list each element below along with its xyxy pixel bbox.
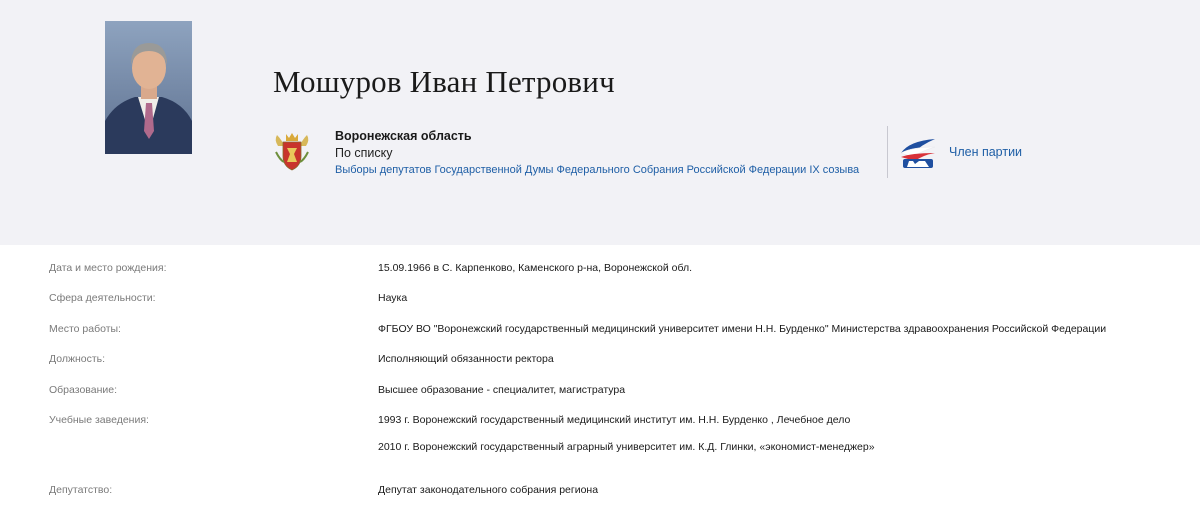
vertical-divider — [887, 126, 888, 178]
detail-value: 1993 г. Воронежский государственный медицинский институт им. Н.Н. Бурденко , Лечебное дело — [378, 414, 851, 426]
detail-value: Наука — [378, 292, 408, 304]
detail-value: Высшее образование - специалитет, магистратура — [378, 384, 626, 396]
detail-value: 2010 г. Воронежский государственный аграрный университет им. К.Д. Глинки, «экономист-менеджер» — [378, 441, 875, 453]
voronezh-coat-of-arms-icon — [272, 132, 312, 172]
detail-label: Депутатство: — [49, 484, 113, 496]
deputy-photo — [105, 21, 192, 154]
region-name: Воронежская область — [335, 129, 472, 143]
united-russia-bear-icon — [899, 137, 937, 169]
election-mode: По списку — [335, 146, 393, 160]
profile-header — [0, 0, 1200, 245]
detail-value: Депутат законодательного собрания региона — [378, 484, 599, 496]
detail-label: Должность: — [49, 353, 106, 365]
election-info — [335, 128, 859, 179]
deputy-name: Мошуров Иван Петрович — [273, 64, 615, 99]
detail-value: 15.09.1966 в С. Карпенково, Каменского р-на, Воронежской обл. — [378, 262, 693, 274]
detail-label: Место работы: — [49, 323, 121, 335]
detail-value: ФГБОУ ВО "Воронежский государственный медицинский университет имени Н.Н. Бурденко" Министерства здравоохранения Российской Федерации — [378, 323, 1107, 335]
detail-label: Учебные заведения: — [49, 414, 149, 426]
election-link[interactable]: Выборы депутатов Государственной Думы Федерального Собрания Российской Федерации IX созыва — [335, 164, 860, 176]
party-membership-link[interactable]: Член партии — [949, 145, 1023, 159]
biography-details — [0, 245, 1200, 527]
detail-label: Сфера деятельности: — [49, 292, 156, 304]
detail-label: Образование: — [49, 384, 117, 396]
detail-label: Дата и место рождения: — [49, 262, 167, 274]
detail-value: Исполняющий обязанности ректора — [378, 353, 554, 365]
